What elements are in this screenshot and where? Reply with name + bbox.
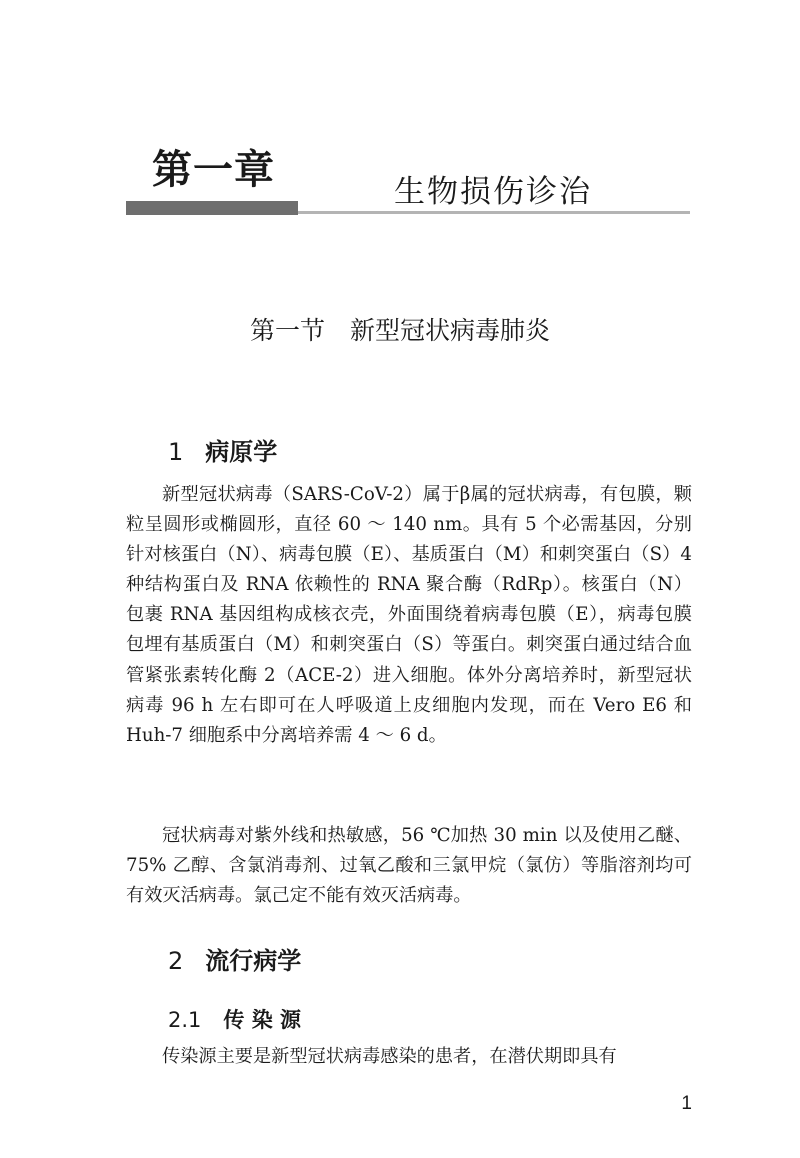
paragraph-pathogen-1: 新型冠状病毒（SARS-CoV-2）属于β属的冠状病毒，有包膜，颗粒呈圆形或椭圆形，直径 60 ～ 140 nm。具有 5 个必需基因，分别针对核蛋白（N）、病毒包膜（E）、基质蛋白（M）和刺突蛋白（S）4 种结构蛋白及 RNA 依赖性的 RNA 聚合酶（RdRp）。核蛋白（N）包裹 RNA 基因组构成核衣壳，外面围绕着病毒包膜（E），病毒包膜包埋有基质蛋白（M）和刺突蛋白（S）等蛋白。刺突蛋白通过结合血管紧张素转化酶 2（ACE-2）进入细胞。体外分离培养时，新型冠状病毒 96 h 左右即可在人呼吸道上皮细胞内发现，而在 Vero E6 和 Huh-7 细胞系中分离培养需 4 ～ 6 d。 [126, 484, 692, 746]
heading-text: 流行病学 [205, 947, 302, 975]
heading-number: 1 [168, 438, 184, 466]
paragraph-infection-source: 传染源主要是新型冠状病毒感染的患者，在潜伏期即具有 [162, 1046, 617, 1067]
heading-pathogen [168, 432, 277, 467]
chapter-number: 第一章 [152, 146, 275, 193]
page-number: 1 [681, 1093, 692, 1114]
heading-number: 2 [168, 947, 184, 975]
chapter-title: 生物损伤诊治 [394, 174, 592, 210]
heading-infection-source [168, 1004, 301, 1034]
heading-epidemiology [168, 941, 301, 976]
heading-number: 2.1 [168, 1008, 202, 1032]
heading-text: 传 染 源 [223, 1008, 302, 1032]
section-title: 第一节 新型冠状病毒肺炎 [249, 316, 550, 345]
chapter-rule-thin [298, 211, 690, 214]
paragraph-pathogen-2: 冠状病毒对紫外线和热敏感，56 ℃加热 30 min 以及使用乙醚、75% 乙醇、含氯消毒剂、过氧乙酸和三氯甲烷（氯仿）等脂溶剂均可有效灭活病毒。氯己定不能有效灭活病毒。 [126, 825, 692, 907]
heading-text: 病原学 [205, 438, 278, 466]
chapter-rule-thick [126, 201, 298, 215]
